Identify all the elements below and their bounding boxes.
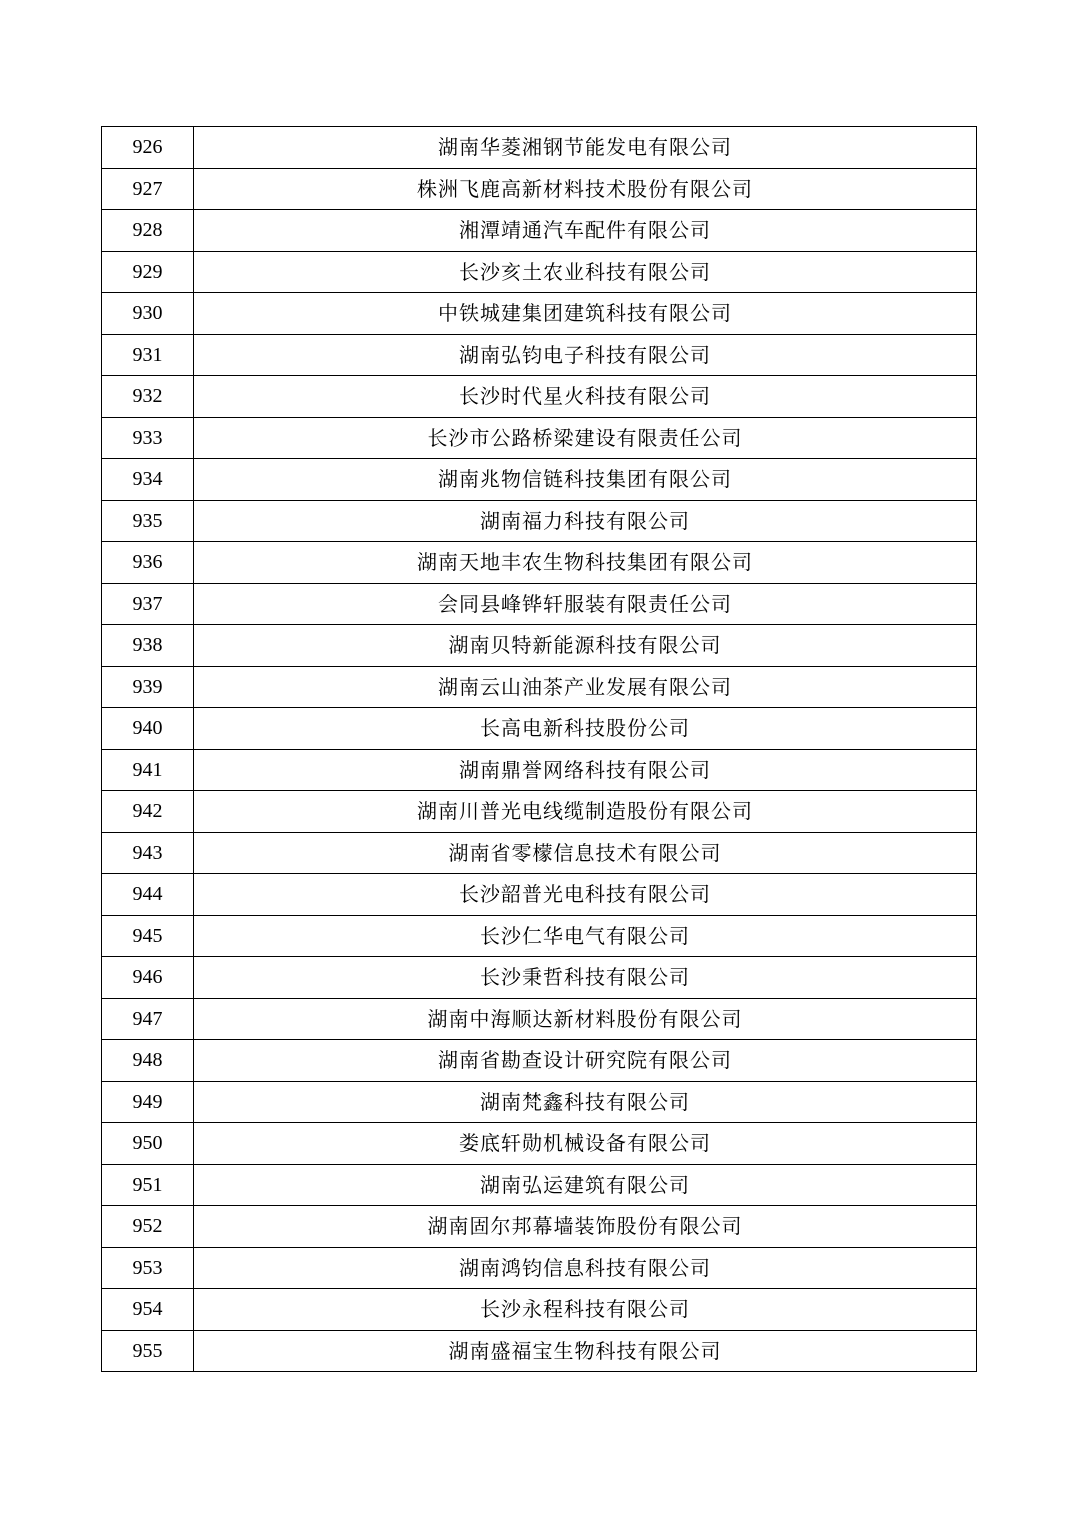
- table-row: [102, 459, 977, 501]
- table-row: [102, 376, 977, 418]
- table-row: [102, 583, 977, 625]
- company-name: 长沙市公路桥梁建设有限责任公司: [194, 417, 977, 459]
- company-name: 湖南弘钧电子科技有限公司: [194, 334, 977, 376]
- company-name: 湖南鼎誉网络科技有限公司: [194, 749, 977, 791]
- company-name: 湖南兆物信链科技集团有限公司: [194, 459, 977, 501]
- table-row: [102, 251, 977, 293]
- table-row: [102, 500, 977, 542]
- table-row: [102, 293, 977, 335]
- row-number: 926: [102, 127, 194, 169]
- table-row: [102, 749, 977, 791]
- row-number: 928: [102, 210, 194, 252]
- company-name: 长沙韶普光电科技有限公司: [194, 874, 977, 916]
- table-row: [102, 168, 977, 210]
- row-number: 932: [102, 376, 194, 418]
- row-number: 953: [102, 1247, 194, 1289]
- row-number: 955: [102, 1330, 194, 1372]
- table-row: [102, 417, 977, 459]
- company-name: 长沙仁华电气有限公司: [194, 915, 977, 957]
- table-row: [102, 708, 977, 750]
- table-row: [102, 1123, 977, 1165]
- company-name: 娄底轩勋机械设备有限公司: [194, 1123, 977, 1165]
- company-name: 中铁城建集团建筑科技有限公司: [194, 293, 977, 335]
- table-row: [102, 832, 977, 874]
- row-number: 948: [102, 1040, 194, 1082]
- table-row: [102, 1289, 977, 1331]
- row-number: 943: [102, 832, 194, 874]
- table-row: [102, 334, 977, 376]
- row-number: 946: [102, 957, 194, 999]
- row-number: 940: [102, 708, 194, 750]
- table-row: [102, 791, 977, 833]
- row-number: 941: [102, 749, 194, 791]
- company-name: 会同县峰铧轩服装有限责任公司: [194, 583, 977, 625]
- company-name: 长沙永程科技有限公司: [194, 1289, 977, 1331]
- row-number: 954: [102, 1289, 194, 1331]
- table-row: [102, 625, 977, 667]
- row-number: 938: [102, 625, 194, 667]
- row-number: 931: [102, 334, 194, 376]
- row-number: 944: [102, 874, 194, 916]
- company-name: 湖南盛福宝生物科技有限公司: [194, 1330, 977, 1372]
- row-number: 934: [102, 459, 194, 501]
- company-name: 湖南天地丰农生物科技集团有限公司: [194, 542, 977, 584]
- company-name: 长沙秉哲科技有限公司: [194, 957, 977, 999]
- row-number: 947: [102, 998, 194, 1040]
- table-row: [102, 1247, 977, 1289]
- company-name: 湖南梵鑫科技有限公司: [194, 1081, 977, 1123]
- row-number: 951: [102, 1164, 194, 1206]
- company-name: 株洲飞鹿高新材料技术股份有限公司: [194, 168, 977, 210]
- table-row: [102, 1330, 977, 1372]
- company-name: 长高电新科技股份公司: [194, 708, 977, 750]
- company-name: 湖南福力科技有限公司: [194, 500, 977, 542]
- company-name: 湖南云山油茶产业发展有限公司: [194, 666, 977, 708]
- company-name: 长沙时代星火科技有限公司: [194, 376, 977, 418]
- company-name: 湖南弘运建筑有限公司: [194, 1164, 977, 1206]
- table-row: [102, 915, 977, 957]
- table-row: [102, 874, 977, 916]
- company-name: 湖南华菱湘钢节能发电有限公司: [194, 127, 977, 169]
- row-number: 945: [102, 915, 194, 957]
- row-number: 935: [102, 500, 194, 542]
- table-row: [102, 666, 977, 708]
- row-number: 952: [102, 1206, 194, 1248]
- row-number: 933: [102, 417, 194, 459]
- company-name: 湖南贝特新能源科技有限公司: [194, 625, 977, 667]
- company-name: 长沙亥土农业科技有限公司: [194, 251, 977, 293]
- row-number: 927: [102, 168, 194, 210]
- row-number: 929: [102, 251, 194, 293]
- company-list-table: [101, 126, 977, 1372]
- company-name: 湖南中海顺达新材料股份有限公司: [194, 998, 977, 1040]
- company-name: 湖南固尔邦幕墙装饰股份有限公司: [194, 1206, 977, 1248]
- table-row: [102, 542, 977, 584]
- row-number: 942: [102, 791, 194, 833]
- row-number: 937: [102, 583, 194, 625]
- table-row: [102, 210, 977, 252]
- table-row: [102, 957, 977, 999]
- row-number: 949: [102, 1081, 194, 1123]
- company-name: 湖南省勘查设计研究院有限公司: [194, 1040, 977, 1082]
- table-row: [102, 1164, 977, 1206]
- company-name: 湘潭靖通汽车配件有限公司: [194, 210, 977, 252]
- table-row: [102, 1206, 977, 1248]
- table-row: [102, 1040, 977, 1082]
- company-name: 湖南省零檬信息技术有限公司: [194, 832, 977, 874]
- table-row: [102, 998, 977, 1040]
- row-number: 936: [102, 542, 194, 584]
- row-number: 930: [102, 293, 194, 335]
- table-body: [102, 127, 977, 1372]
- row-number: 950: [102, 1123, 194, 1165]
- company-name: 湖南川普光电线缆制造股份有限公司: [194, 791, 977, 833]
- table-row: [102, 127, 977, 169]
- company-name: 湖南鸿钧信息科技有限公司: [194, 1247, 977, 1289]
- row-number: 939: [102, 666, 194, 708]
- table-row: [102, 1081, 977, 1123]
